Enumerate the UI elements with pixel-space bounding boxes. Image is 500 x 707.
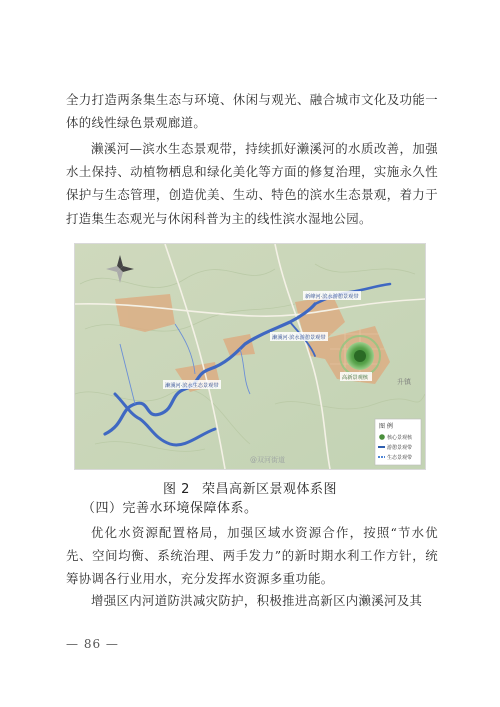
figure-title: 荣昌高新区景观体系图 (201, 482, 337, 497)
landscape-system-map (74, 243, 426, 470)
legend-item-recreation: 游憩景观带 (387, 445, 413, 451)
figure-number: 图 2 (163, 482, 190, 497)
paragraph-3: 优化水资源配置格局，加强区域水资源合作，按照“节水优先、空间均衡、系统治理、两手发力”的新时期水利工作方针，统筹协调各行业用水，充分发挥水资源多重功能。 (66, 525, 438, 587)
map-legend (375, 419, 421, 465)
section-heading: （四）完善水环境保障体系。 (82, 501, 258, 516)
core-landscape-node (340, 336, 380, 376)
legend-title: 图 例 (379, 423, 393, 430)
map-label-town: 升镇 (397, 378, 411, 386)
map-label-upper-right: 新峰河·滨水游憩景观带 (305, 294, 359, 300)
figure-caption (0, 478, 500, 497)
paragraph-4: 增强区内河道防洪减灾防护，积极推进高新区内濑溪河及其 (91, 593, 423, 608)
legend-core-icon (379, 434, 385, 440)
page-number: — 86 — (66, 637, 119, 651)
paragraph-1: 全力打造两条集生态与环境、休闲与观光、融合城市文化及功能一体的线性绿色景观廊道。 (66, 92, 438, 131)
legend-item-core: 核心景观核 (387, 435, 413, 441)
map-watermark: @双河街道 (250, 456, 285, 464)
legend-item-ecology: 生态景观带 (387, 455, 413, 461)
paragraph-2: 濑溪河—滨水生态景观带，持续抓好濑溪河的水质改善，加强水土保持、动植物栖息和绿化美化等方面的修复治理，实施永久性保护与生态管理，创造优美、生动、特色的滨水生态景观，着力于打造集生态观光与休闲科普为主的线性滨水湿地公园。 (66, 141, 438, 226)
map-label-left: 濑溪河·滨水生态景观带 (165, 383, 219, 389)
map-label-core: 高新景观核 (342, 375, 368, 381)
map-label-center: 濑溪河·滨水游憩景观带 (272, 335, 326, 341)
